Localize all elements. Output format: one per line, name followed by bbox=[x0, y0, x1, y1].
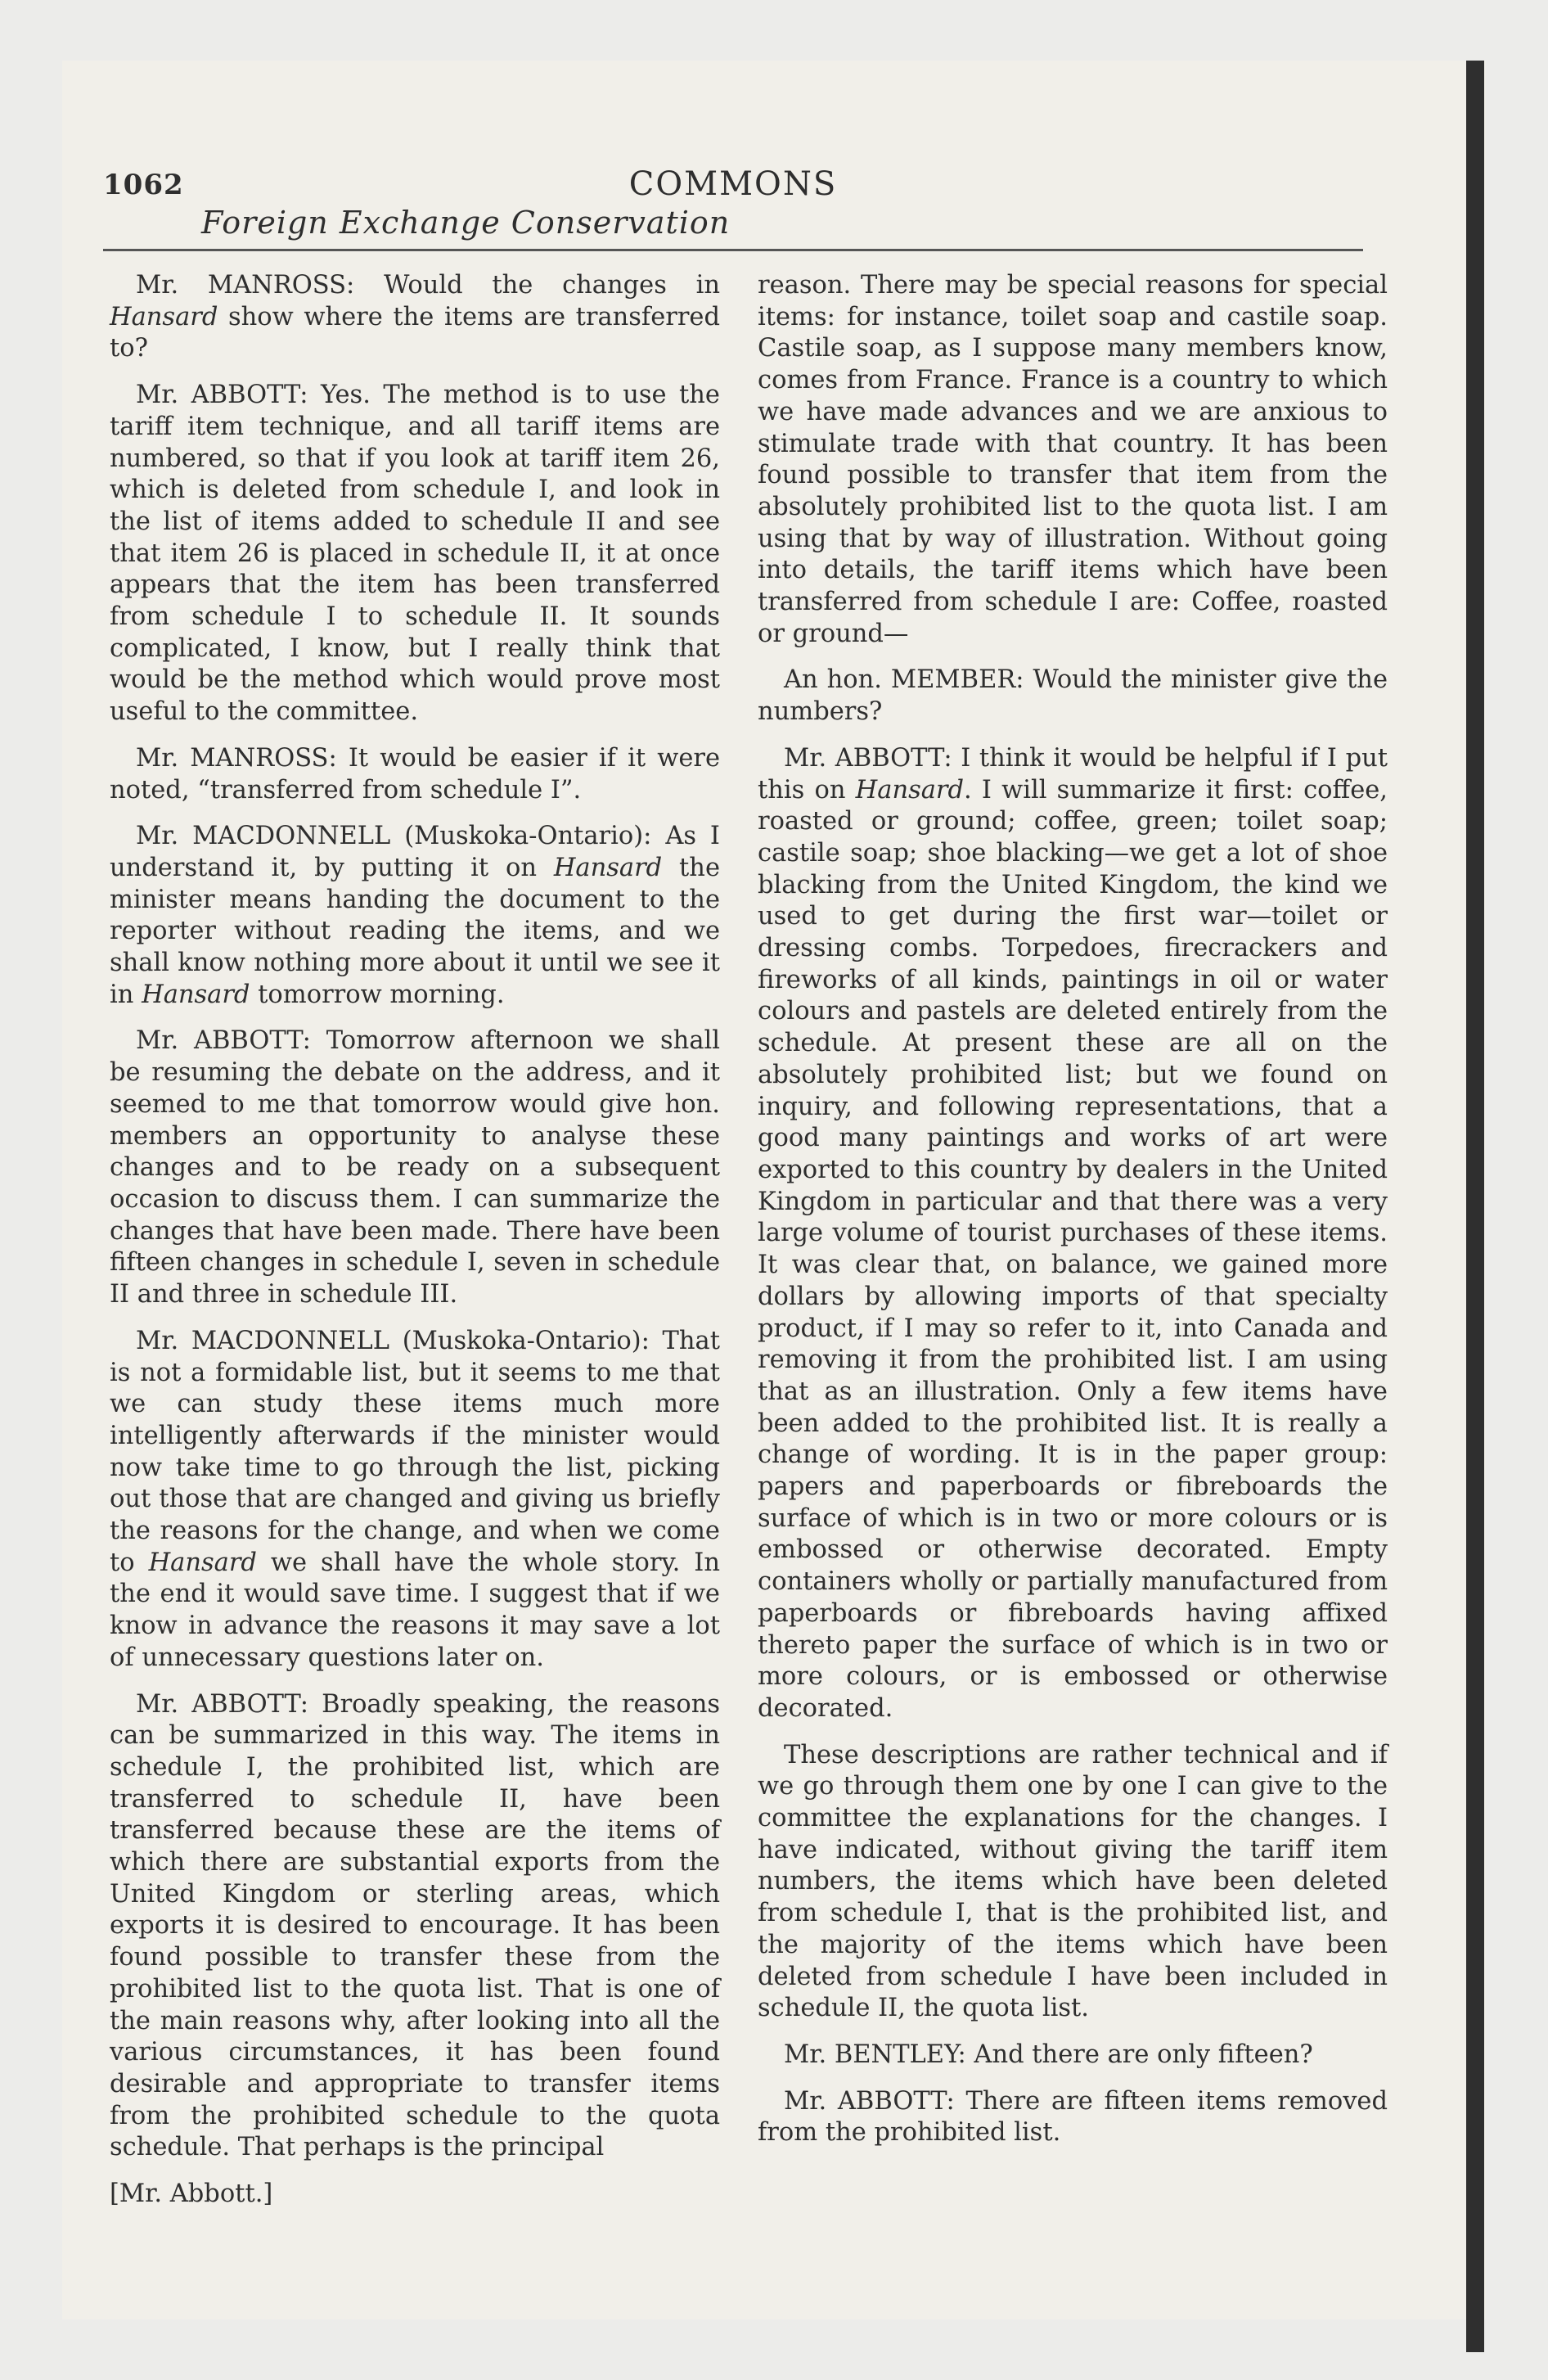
speech-paragraph: Mr. ABBOTT: Tomorrow afternoon we shall be resuming the debate on the address, and it seemed to me that tomorrow would give hon. members an opportunity to analyse these changes and to be ready on a subsequent occasion to discuss them. I can summarize the changes that have been made. There have been fifteen changes in schedule I, seven in schedule II and three in schedule III. bbox=[110, 1026, 721, 1309]
section-subject: Foreign Exchange Conservation bbox=[201, 205, 731, 241]
speech-paragraph: These descriptions are rather technical and if we go through them one by one I can give to the committee the explanations for the changes. I have indicated, without giving the tariff item numbers, the items which have been deleted from schedule I, that is the prohibited list, and the majority of the items which have been deleted from schedule I have been included in schedule II, the quota list. bbox=[758, 1740, 1388, 2023]
speech-paragraph: Mr. MACDONNELL (Muskoka-Ontario): That is not a formidable list, but it seems to me that we can study these items much more intelligently afterwards if the minister would now take time to go through the list, picking out those that are changed and giving us briefly the reasons for the change, and when we come to Hansard we shall have the whole story. In the end it would save time. I suggest that if we know in advance the reasons it may save a lot of unnecessary questions later on. bbox=[110, 1326, 720, 1672]
page-number: 1062 bbox=[103, 169, 184, 201]
speaker-name: An hon. MEMBER: bbox=[784, 665, 1024, 695]
speaker-name: Mr. ABBOTT: bbox=[784, 743, 952, 773]
header-rule bbox=[103, 249, 1363, 251]
speech-paragraph: Mr. ABBOTT: Broadly speaking, the reasons can be summarized in this way. The items in schedule I, the prohibited list, which are transferred to schedule II, have been transferred because these are the items of which there are substantial exports from the United Kingdom or sterling areas, which exports it is desired to encourage. It has been found possible to transfer these from the prohibited list to the quota list. That is one of the main reasons why, after looking into all the various circumstances, it has been found desirable and appropriate to transfer items from the prohibited schedule to the quota schedule. That perhaps is the principal bbox=[110, 1689, 720, 2162]
hansard-reference: Hansard bbox=[142, 980, 250, 1009]
hansard-reference: Hansard bbox=[855, 775, 965, 805]
hansard-reference: Hansard bbox=[553, 853, 663, 882]
speech-paragraph: Mr. BENTLEY: And there are only fifteen? bbox=[784, 2040, 1313, 2069]
speech-paragraph: Mr. MANROSS: Would the changes in Hansard show where the items are transferred to? bbox=[110, 271, 720, 363]
speaker-name: Mr. MANROSS: bbox=[136, 271, 355, 300]
speaker-name: Mr. ABBOTT: bbox=[136, 1689, 309, 1719]
right-column bbox=[758, 270, 1388, 2164]
speaker-name: Mr. ABBOTT: bbox=[136, 1026, 311, 1056]
house-title: COMMONS bbox=[628, 165, 838, 203]
speech-paragraph: Mr. ABBOTT: There are fifteen items removed from the prohibited list. bbox=[758, 2086, 1388, 2148]
speaker-name: Mr. BENTLEY: bbox=[784, 2040, 966, 2069]
speech-paragraph: reason. There may be special reasons for special items: for instance, toilet soap and castile soap. Castile soap, as I suppose many members know, comes from France. France is a country to which we have made advances and we are anxious to stimulate trade with that country. It has been found possible to transfer that item from the absolutely prohibited list to the quota list. I am using that by way of illustration. Without going into details, the tariff items which have been transferred from schedule I are: Coffee, roasted or ground— bbox=[758, 271, 1388, 648]
speaker-name: Mr. ABBOTT: bbox=[136, 381, 308, 410]
speech-paragraph: Mr. MACDONNELL (Muskoka-Ontario): As I understand it, by putting it on Hansard the minister means handing the document to the reporter without reading the items, and we shall know nothing more about it until we see it in Hansard tomorrow morning. bbox=[110, 822, 720, 1009]
speaker-attribution: [Mr. Abbott.] bbox=[110, 2179, 273, 2209]
left-column bbox=[110, 270, 720, 2211]
speaker-name: Mr. MACDONNELL (Muskoka-Ontario): bbox=[136, 822, 652, 851]
hansard-reference: Hansard bbox=[148, 1548, 257, 1577]
hansard-reference: Hansard bbox=[110, 302, 218, 331]
speech-paragraph: Mr. ABBOTT: I think it would be helpful if I put this on Hansard. I will summarize it first: coffee, roasted or ground; coffee, green; toilet soap; castile soap; shoe blacking—we get a lot of shoe blacking from the United Kingdom, the kind we used to get during the first war—toilet or dressing combs. Torpedoes, firecrackers and fireworks of all kinds, paintings in oil or water colours and pastels are deleted entirely from the schedule. At present these are all on the absolutely prohibited list; but we found on inquiry, and following representations, that a good many paintings and works of art were exported to this country by dealers in the United Kingdom in particular and that there was a very large volume of tourist purchases of these items. It was clear that, on balance, we gained more dollars by allowing imports of that specialty product, if I may so refer to it, into Canada and removing it from the prohibited list. I am using that as an illustration. Only a few items have been added to the prohibited list. It is really a change of wording. It is in the paper group: papers and paperboards or fibreboards the surface of which is in two or more colours or is embossed or otherwise decorated. Empty containers wholly or partially manufactured from paperboards or fibreboards having affixed thereto paper the surface of which is in two or more colours, or is embossed or otherwise decorated. bbox=[758, 743, 1388, 1723]
speech-paragraph: Mr. ABBOTT: Yes. The method is to use the tariff item technique, and all tariff items are numbered, so that if you look at tariff item 26, which is deleted from schedule I, and look in the list of items added to schedule II and see that item 26 is placed in schedule II, it at once appears that the item has been transferred from schedule I to schedule II. It sounds complicated, I know, but I really think that would be the method which would prove most useful to the committee. bbox=[110, 381, 720, 727]
speech-paragraph: An hon. MEMBER: Would the minister give the numbers? bbox=[758, 665, 1388, 727]
page-header bbox=[103, 156, 1363, 254]
binding-edge bbox=[1466, 61, 1484, 2352]
speaker-name: Mr. ABBOTT: bbox=[784, 2086, 955, 2116]
speaker-name: Mr. MACDONNELL (Muskoka-Ontario): bbox=[136, 1326, 650, 1355]
speaker-name: Mr. MANROSS: bbox=[136, 743, 337, 773]
speech-paragraph: Mr. MANROSS: It would be easier if it were noted, “transferred from schedule I”. bbox=[110, 743, 721, 805]
